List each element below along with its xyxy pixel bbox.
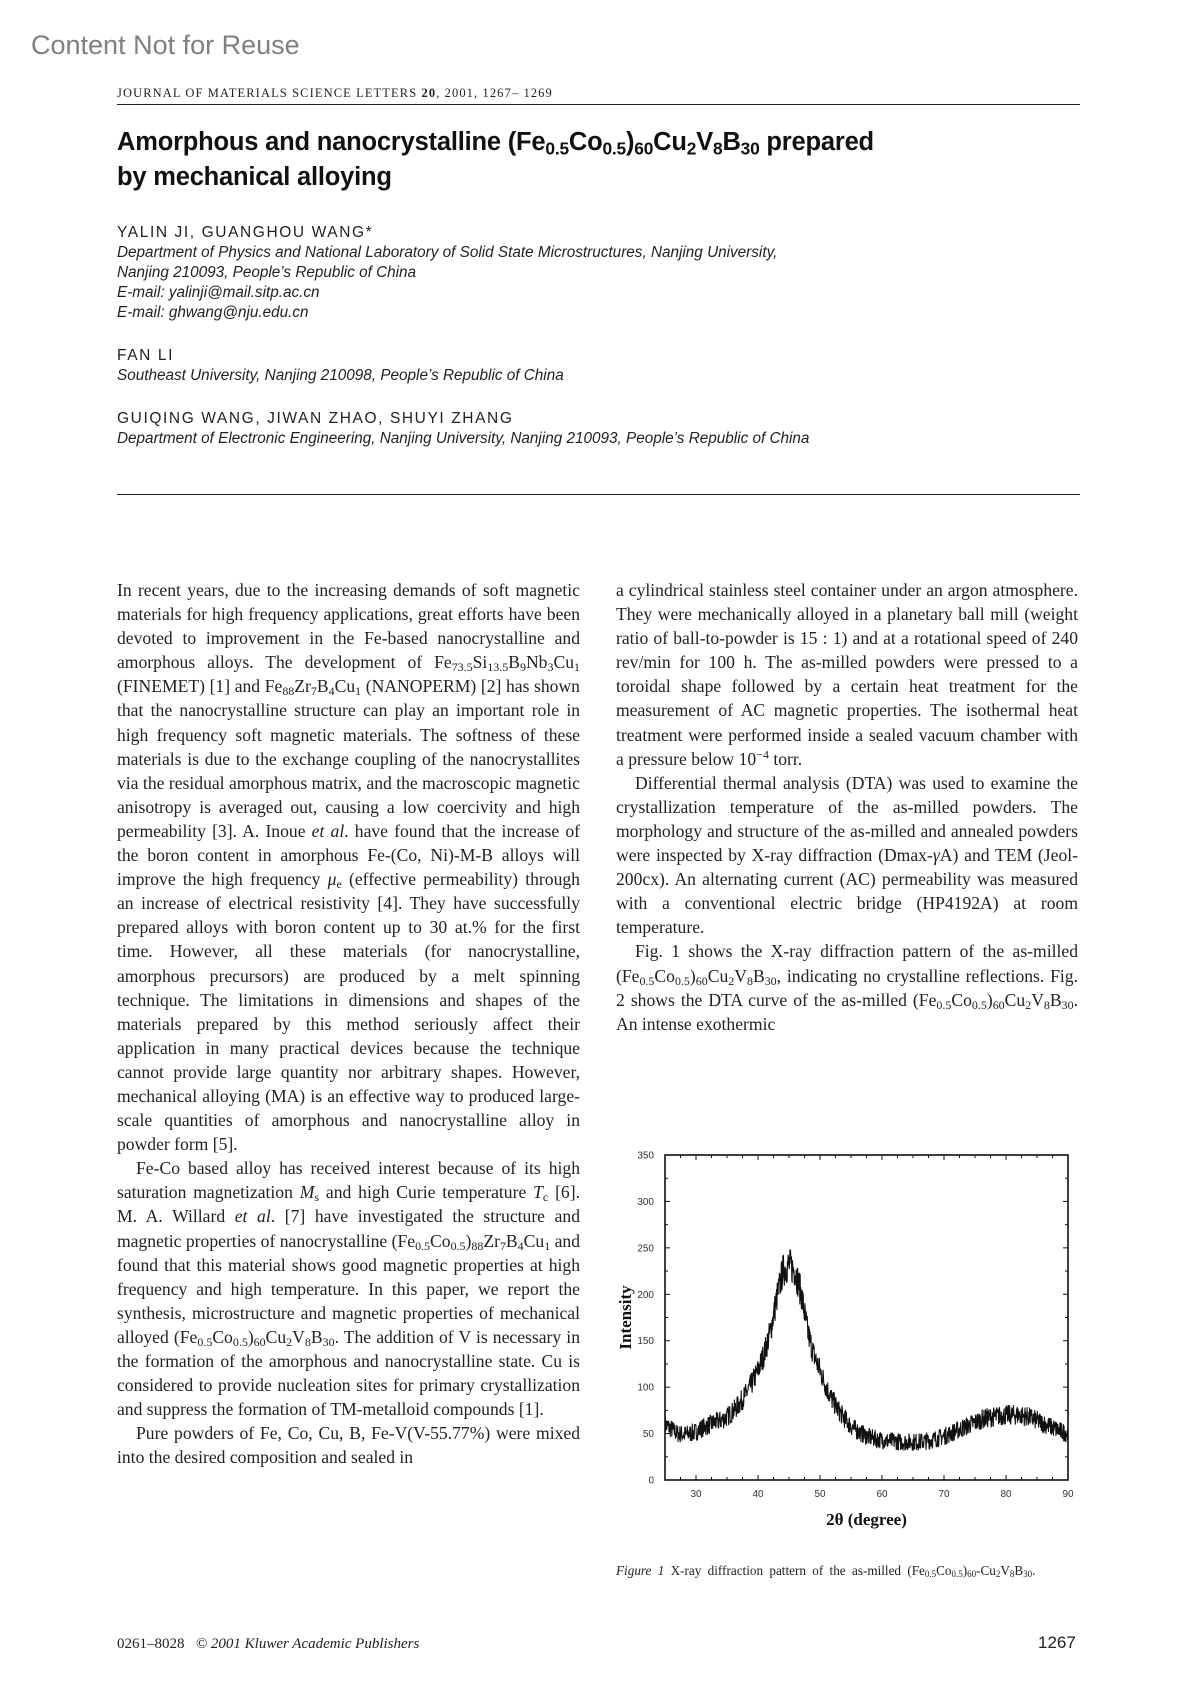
journal-year-pages: , 2001, 1267– 1269: [436, 86, 553, 100]
author-affiliation: Department of Physics and National Laboratory of Solid State Microstructures, Nanjing University,: [117, 244, 778, 261]
author-names: FAN LI: [117, 347, 174, 364]
header-divider: [117, 494, 1080, 495]
y-tick-label: 0: [648, 1475, 654, 1487]
x-tick-label: 30: [690, 1489, 702, 1500]
author-email: E-mail: ghwang@nju.edu.cn: [117, 304, 309, 321]
body-column-left: [117, 578, 580, 1469]
x-tick-label: 80: [1000, 1489, 1012, 1500]
y-axis-label: Intensity: [616, 1285, 635, 1350]
x-tick-label: 70: [938, 1489, 950, 1500]
y-tick-label: 250: [637, 1243, 654, 1255]
y-tick-label: 150: [637, 1336, 654, 1348]
y-tick-label: 300: [637, 1196, 654, 1208]
figure-1: [608, 1140, 1088, 1540]
author-affiliation: Department of Electronic Engineering, Nanjing University, Nanjing 210093, People’s Republic of China: [117, 430, 810, 447]
x-tick-label: 40: [752, 1489, 764, 1500]
y-tick-label: 50: [642, 1429, 654, 1441]
y-tick-label: 200: [637, 1289, 654, 1301]
x-tick-label: 50: [814, 1489, 826, 1500]
running-head: [117, 86, 1080, 105]
paper-title: Amorphous and nanocrystalline $(Fe_{0.5}Co_{0.5})_{60}Cu_2V_8B_{30}$ prepared by mechanical alloying: [117, 128, 874, 191]
watermark: Content Not for Reuse: [31, 30, 300, 60]
body-paragraph: Fe-Co based alloy has received interest because of its high saturation magnetization $M_s$ and high Curie temperature $T_c$ [6]. M. A. Willard et al. [7] have investigated the structure and magnetic properties of nanocrystalline $(Fe_{0.5}Co_{0.5})_{88}Zr_7B_4Cu_1$ and found that this material shows good magnetic properties at high frequency and high temperature. In this paper, we report the synthesis, microstructure and magnetic properties of mechanical alloyed $(Fe_{0.5}Co_{0.5})_{60}Cu_2V_8B_{30}$. The addition of V is necessary in the formation of the amorphous and nanocrystalline state. Cu is considered to provide nucleation sites for primary crystallization and suppress the formation of TM-metalloid compounds [1].: [117, 1158, 580, 1420]
body-paragraph: a cylindrical stainless steel container under an argon atmosphere. They were mechanically alloyed in a planetary ball mill (weight ratio of ball-to-powder is 15 : 1) and at a rotational speed of 240 rev/min for 100 h. The as-milled powders were pressed to a toroidal shape followed by a certain heat treatment for the measurement of AC magnetic properties. The isothermal heat treatment were performed inside a sealed vacuum chamber with a pressure below $10^{-4}$ torr.: [616, 580, 1078, 769]
copyright-notice: © 2001 Kluwer Academic Publishers: [195, 1636, 420, 1652]
x-tick-label: 60: [876, 1489, 888, 1500]
y-tick-label: 350: [637, 1150, 654, 1162]
author-block: [117, 345, 1077, 386]
figure-caption: Figure 1 X-ray diffraction pattern of the as-milled $(Fe_{0.5}Co_{0.5})_{60}-Cu_2V_8B_{30}$.: [616, 1563, 1036, 1580]
xrd-chart: [608, 1140, 1088, 1540]
author-names: YALIN JI, GUANGHOU WANG*: [117, 224, 374, 241]
author-email: E-mail: yalinji@mail.sitp.ac.cn: [117, 284, 320, 301]
x-tick-label: 90: [1062, 1489, 1074, 1500]
journal-name: JOURNAL OF MATERIALS SCIENCE LETTERS: [117, 86, 422, 100]
body-paragraph: In recent years, due to the increasing demands of soft magnetic materials for high frequency applications, great efforts have been devoted to improvement in the Fe-based nanocrystalline and amorphous alloys. The development of $Fe_{73.5}Si_{13.5}B_9Nb_3Cu_1$ (FINEMET) [1] and $Fe_{88}Zr_7B_4Cu_1$ (NANOPERM) [2] has shown that the nanocrystalline structure can play an important role in high frequency soft magnetic materials. The softness of these materials is due to the exchange coupling of the nanocrystallites via the residual amorphous matrix, and the macroscopic magnetic anisotropy is averaged out, causing a low coercivity and high permeability [3]. A. Inoue et al. have found that the increase of the boron content in amorphous Fe-(Co, Ni)-M-B alloys will improve the high frequency $\mu_e$ (effective permeability) through an increase of electrical resistivity [4]. They have successfully prepared alloys with boron content up to 30 at.% for the first time. However, all these materials (for nanocrystalline, amorphous precursors) are produced by a melt spinning technique. The limitations in dimensions and shapes of the materials prepared by this method seriously affect their application in many practical devices because the technique cannot provide large quantity nor arbitrary shapes. However, mechanical alloying (MA) is an effective way to produced large-scale quantities of amorphous and nanocrystalline alloy in powder form [5].: [117, 580, 580, 1155]
author-block: [117, 222, 1077, 323]
author-affiliation: Nanjing 210093, People’s Republic of China: [117, 264, 417, 281]
author-affiliation: Southeast University, Nanjing 210098, People’s Republic of China: [117, 367, 564, 384]
footer-publisher: [117, 1636, 419, 1653]
y-tick-label: 100: [637, 1382, 654, 1394]
issn: 0261–8028: [117, 1636, 185, 1652]
author-block: [117, 408, 1077, 449]
body-column-right: [616, 578, 1078, 1036]
body-paragraph: Fig. 1 shows the X-ray diffraction pattern of the as-milled $(Fe_{0.5}Co_{0.5})_{60}Cu_2V_8B_{30}$, indicating no crystalline reflections. Fig. 2 shows the DTA curve of the as-milled $(Fe_{0.5}Co_{0.5})_{60}Cu_2V_8B_{30}$. An intense exothermic: [616, 941, 1078, 1034]
author-names: GUIQING WANG, JIWAN ZHAO, SHUYI ZHANG: [117, 410, 514, 427]
body-paragraph: Differential thermal analysis (DTA) was used to examine the crystallization temperature of the as-milled powders. The morphology and structure of the as-milled and annealed powders were inspected by X-ray diffraction (Dmax-γA) and TEM (Jeol-200cx). An alternating current (AC) permeability was measured with a conventional electric bridge (HP4192A) at room temperature.: [616, 772, 1078, 938]
body-paragraph: Pure powders of Fe, Co, Cu, B, Fe-V(V-55.77%) were mixed into the desired composition and sealed in: [117, 1423, 580, 1468]
xrd-series-line: [665, 1250, 1068, 1451]
x-axis-label: 2θ (degree): [826, 1510, 907, 1529]
page-number: 1267: [1038, 1633, 1076, 1652]
journal-volume: 20: [421, 86, 437, 100]
author-list: [117, 222, 1077, 471]
